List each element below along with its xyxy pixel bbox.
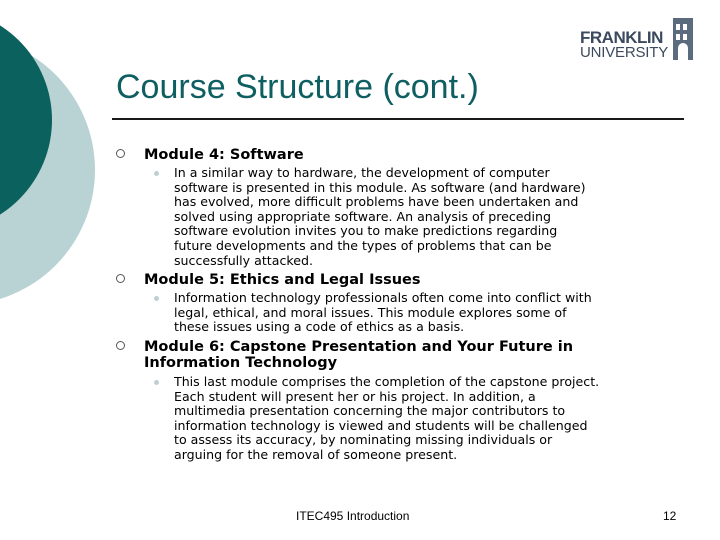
building-icon [672,16,694,62]
hollow-circle-bullet-icon [116,341,125,350]
slide-title: Course Structure (cont.) [116,68,479,106]
logo-text-university: UNIVERSITY [580,44,669,61]
footer-page-number: 12 [663,509,677,523]
logo-text-franklin: FRANKLIN [580,28,663,47]
franklin-university-logo [580,16,700,64]
module-heading-line2: Information Technology [144,355,338,371]
module-description: This last module comprises the completion of the capstone project. Each student will present her or his project. In addition, a multimedia presentation concerning the major contributors to information technology is viewed and students will be challenged to assess its accuracy, by nominating missing individuals or arguing for the removal of someone present. [174,374,600,462]
dot-bullet-icon [154,296,159,301]
module-heading: Module 5: Ethics and Legal Issues [144,272,421,288]
hollow-circle-bullet-icon [116,149,125,158]
footer-course-name: ITEC495 Introduction [296,509,410,523]
module-heading-line1: Module 6: Capstone Presentation and Your Future in [144,339,574,355]
dot-bullet-icon [154,171,159,176]
module-heading: Module 4: Software [144,147,304,163]
dot-bullet-icon [154,380,159,385]
module-description: In a similar way to hardware, the development of computer software is presented in this module. As software (and hardware) has evolved, more difficult problems have been undertaken and solved using appropriate software. An analysis of preceding software evolution invites you to make predictions regarding future developments and the types of problems that can be successfully attacked. [174,165,586,268]
decorative-circles [0,0,120,300]
module-description: Information technology professionals often come into conflict with legal, ethical, and moral issues. This module explores some of these issues using a code of ethics as a basis. [174,290,592,335]
title-divider [112,118,684,120]
hollow-circle-bullet-icon [116,274,125,283]
